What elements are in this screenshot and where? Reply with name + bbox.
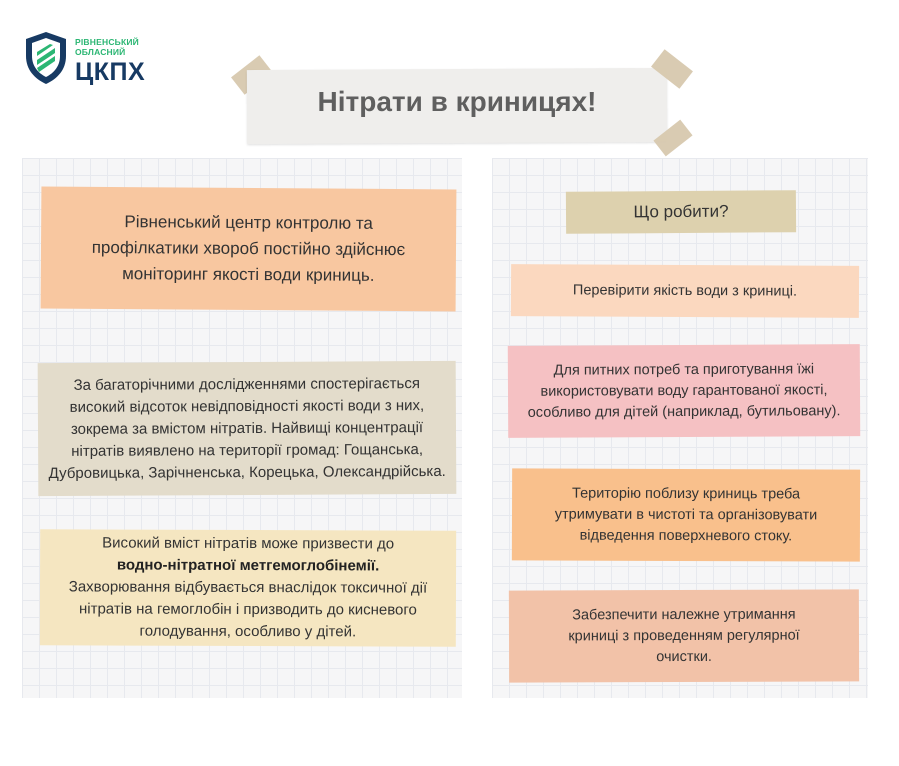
health-risk-text xyxy=(48,532,448,643)
monitoring-info-box xyxy=(41,187,457,312)
logo-subtitle xyxy=(75,37,139,57)
health-risk-details: Захворювання відбувається внаслідок токсичної дії нітратів на гемоглобін і призводить до кисневого голодування, особливо у дітей. xyxy=(68,578,428,641)
what-to-do-heading: Що робити? xyxy=(633,201,729,222)
research-info-box xyxy=(38,361,457,496)
what-to-do-heading-box xyxy=(566,190,796,234)
advice-text: Територію поблизу криниць треба утримувати в чистоті та організовувати відведення поверхневого стоку. xyxy=(554,485,818,544)
advice-item xyxy=(509,589,859,682)
advice-text: Забезпечити належне утримання криниці з проведенням регулярної очистки. xyxy=(568,606,800,665)
research-info-text: За багаторічними дослідженнями спостерігається високий відсоток невідповідності якості води з них, зокрема за вмістом нітратів. Найвищі концентрації нітратів виявлено на території громад: Гощанська, Дубровицька, Зарічненська, Корецька, Олександрійська. xyxy=(48,374,446,482)
advice-text: Для питних потреб та приготування їжі використовувати воду гарантованої якості, особливо для дітей (наприклад, бутильовану). xyxy=(527,360,841,421)
shield-icon xyxy=(22,30,70,86)
logo-line1: РІВНЕНСЬКИЙ xyxy=(75,37,139,47)
advice-item xyxy=(508,344,860,438)
page-title: Нітрати в криницях! xyxy=(317,86,597,117)
monitoring-info-text: Рівненський центр контролю та профілкатики хвороб постійно здійснює моніторинг якості води криниць. xyxy=(91,212,406,285)
advice-item xyxy=(512,468,860,561)
health-risk-box xyxy=(40,529,456,646)
logo xyxy=(22,30,172,90)
logo-line2: ОБЛАСНИЙ xyxy=(75,47,126,57)
advice-item xyxy=(511,264,859,318)
logo-abbreviation: ЦКПХ xyxy=(75,58,146,86)
advice-text: Перевірити якість води з криниці. xyxy=(572,282,798,300)
health-risk-intro: Високий вміст нітратів може призвести до xyxy=(102,534,395,553)
health-risk-disease: водно-нітратної метгемоглобінемії. xyxy=(116,556,380,575)
